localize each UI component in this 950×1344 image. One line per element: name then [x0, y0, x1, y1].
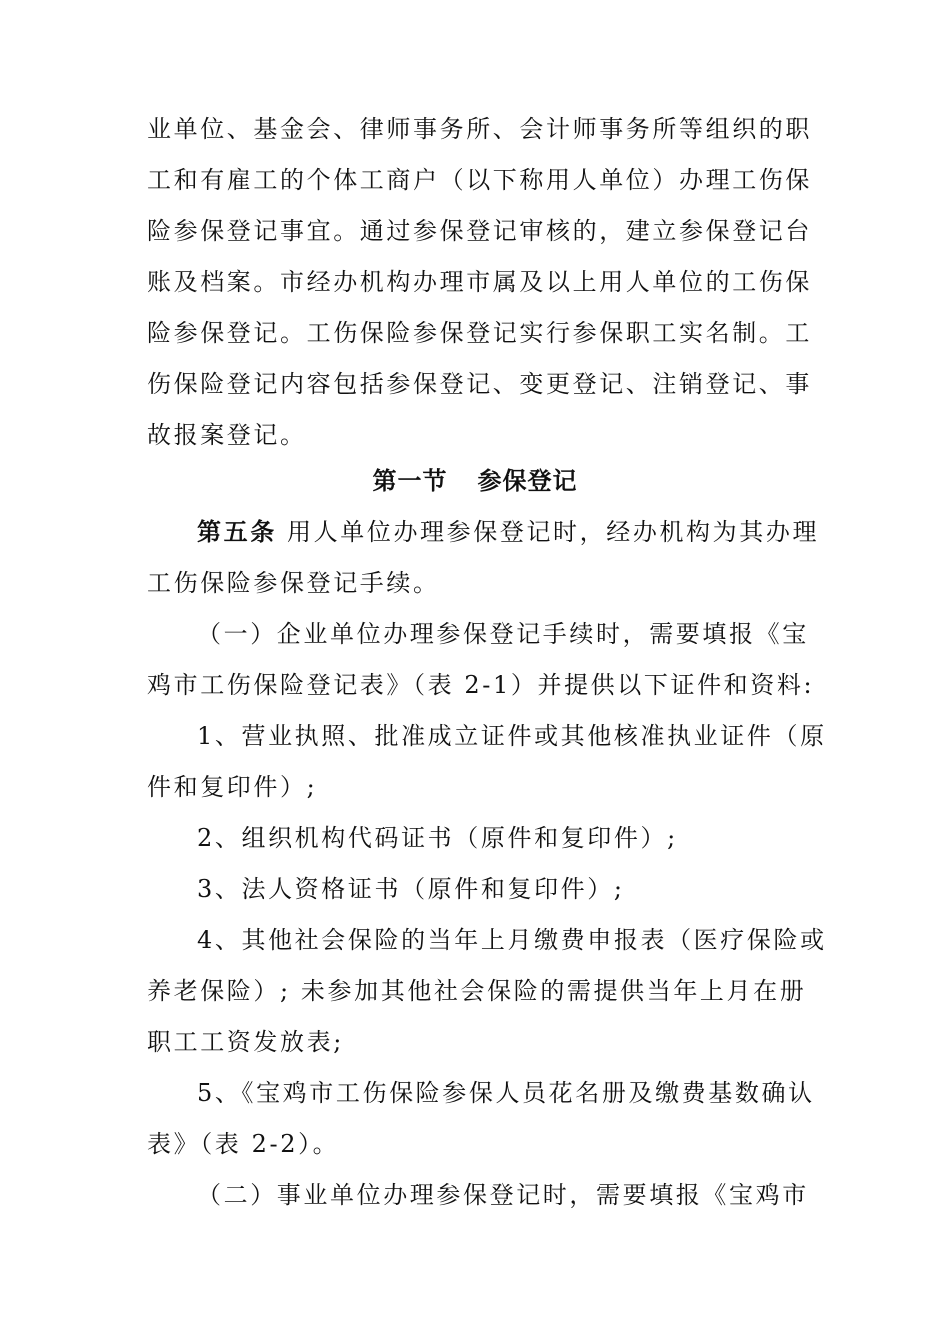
text-line: 鸡市工伤保险登记表》（表 2-1）并提供以下证件和资料: — [147, 671, 815, 699]
text-line: 险参保登记事宜。通过参保登记审核的，建立参保登记台 — [147, 217, 812, 245]
list-item-line: 2、组织机构代码证书（原件和复印件）; — [197, 824, 678, 852]
text-line: 故报案登记。 — [147, 421, 307, 449]
section-heading — [0, 456, 950, 507]
list-item-line: 3、法人资格证书（原件和复印件）; — [197, 875, 625, 903]
article-text: 用人单位办理参保登记时，经办机构为其办理 — [287, 518, 820, 546]
list-item-line: 5、《宝鸡市工伤保险参保人员花名册及缴费基数确认 — [197, 1079, 815, 1107]
section-title: 参保登记 — [477, 467, 578, 495]
text-line: 工伤保险参保登记手续。 — [147, 569, 440, 597]
text-line: 件和复印件）; — [147, 773, 318, 801]
list-item-line: （一）企业单位办理参保登记手续时，需要填报《宝 — [197, 620, 809, 648]
list-item-line: 4、其他社会保险的当年上月缴费申报表（医疗保险或 — [197, 926, 827, 954]
text-line: 养老保险）; 未参加其他社会保险的需提供当年上月在册 — [147, 977, 807, 1005]
text-line: 业单位、基金会、律师事务所、会计师事务所等组织的职 — [147, 115, 812, 143]
article-line — [197, 507, 820, 558]
text-line: 表》（表 2-2）。 — [147, 1130, 340, 1158]
text-line: 工和有雇工的个体工商户（以下称用人单位）办理工伤保 — [147, 166, 812, 194]
text-line: 职工工资发放表; — [147, 1028, 344, 1056]
text-line: 账及档案。市经办机构办理市属及以上用人单位的工伤保 — [147, 268, 812, 296]
text-line: 伤保险登记内容包括参保登记、变更登记、注销登记、事 — [147, 370, 812, 398]
article-label: 第五条 — [197, 518, 277, 546]
section-number: 第一节 — [372, 467, 448, 495]
list-item-line: 1、营业执照、批准成立证件或其他核准执业证件（原 — [197, 722, 827, 750]
text-line: 险参保登记。工伤保险参保登记实行参保职工实名制。工 — [147, 319, 812, 347]
list-item-line: （二）事业单位办理参保登记时，需要填报《宝鸡市 — [197, 1181, 809, 1209]
